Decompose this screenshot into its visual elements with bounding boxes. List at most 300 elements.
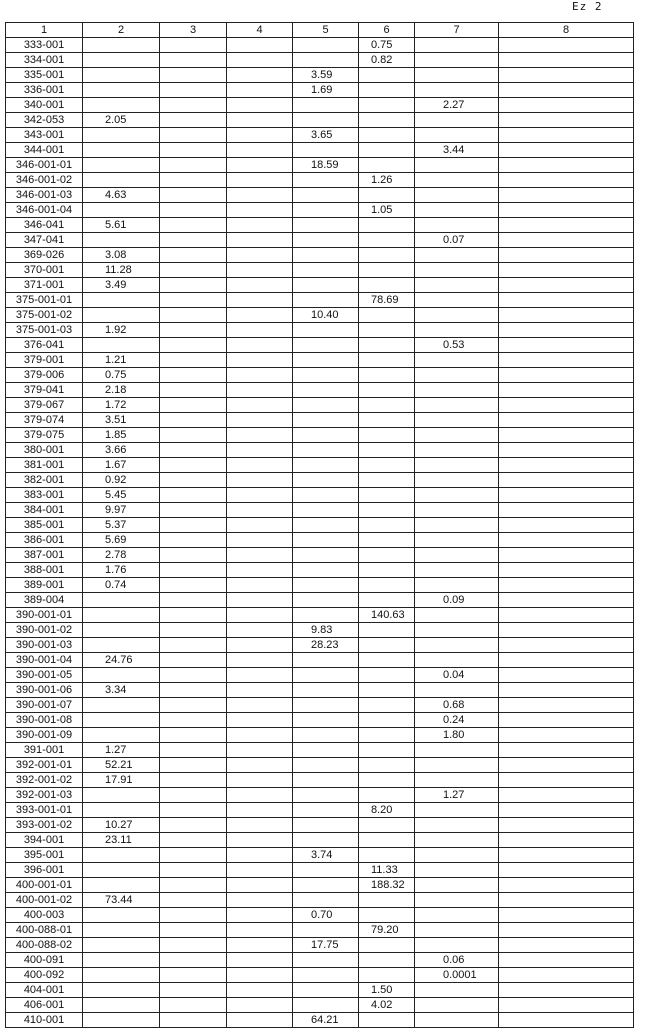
table-cell — [415, 683, 499, 698]
table-row — [6, 998, 634, 1013]
table-cell — [160, 428, 227, 443]
table-cell — [359, 893, 415, 908]
table-cell — [359, 1013, 415, 1028]
table-cell: 23.11 — [83, 833, 160, 848]
table-cell — [83, 908, 160, 923]
column-header-8: 8 — [499, 23, 634, 38]
table-cell — [160, 683, 227, 698]
table-cell: 73.44 — [83, 893, 160, 908]
table-cell — [227, 458, 293, 473]
table-cell: 79.20 — [359, 923, 415, 938]
table-row — [6, 233, 634, 248]
table-cell — [359, 818, 415, 833]
table-cell — [415, 863, 499, 878]
row-code-cell: 343-001 — [6, 128, 83, 143]
table-cell — [83, 698, 160, 713]
table-cell: 11.28 — [83, 263, 160, 278]
table-row — [6, 623, 634, 638]
table-cell — [160, 893, 227, 908]
table-cell — [160, 323, 227, 338]
table-cell — [359, 218, 415, 233]
table-cell — [160, 698, 227, 713]
table-cell — [415, 278, 499, 293]
table-cell — [83, 233, 160, 248]
table-cell — [415, 563, 499, 578]
table-cell — [160, 233, 227, 248]
table-cell — [415, 638, 499, 653]
table-cell: 4.63 — [83, 188, 160, 203]
table-cell — [227, 68, 293, 83]
table-cell — [160, 833, 227, 848]
table-cell — [227, 173, 293, 188]
table-row — [6, 968, 634, 983]
table-row — [6, 308, 634, 323]
table-cell — [499, 743, 634, 758]
table-cell — [359, 848, 415, 863]
table-cell — [499, 803, 634, 818]
table-cell — [359, 968, 415, 983]
row-code-cell: 379-067 — [6, 398, 83, 413]
table-cell — [160, 278, 227, 293]
table-cell: 2.78 — [83, 548, 160, 563]
table-cell — [227, 713, 293, 728]
row-code-cell: 410-001 — [6, 1013, 83, 1028]
table-cell — [499, 158, 634, 173]
table-cell — [227, 623, 293, 638]
row-code-cell: 390-001-09 — [6, 728, 83, 743]
table-cell — [160, 608, 227, 623]
table-cell — [293, 413, 359, 428]
table-row — [6, 758, 634, 773]
table-cell — [415, 833, 499, 848]
table-row — [6, 518, 634, 533]
table-cell — [293, 218, 359, 233]
table-cell: 3.65 — [293, 128, 359, 143]
table-cell — [499, 533, 634, 548]
table-cell — [415, 353, 499, 368]
table-cell — [160, 68, 227, 83]
table-row — [6, 863, 634, 878]
table-cell — [227, 263, 293, 278]
table-cell — [227, 398, 293, 413]
table-cell — [83, 938, 160, 953]
table-cell — [293, 878, 359, 893]
table-cell — [415, 428, 499, 443]
table-cell: 0.09 — [415, 593, 499, 608]
table-cell — [415, 68, 499, 83]
table-cell — [160, 773, 227, 788]
table-cell — [83, 1013, 160, 1028]
row-code-cell: 382-001 — [6, 473, 83, 488]
table-cell — [160, 983, 227, 998]
table-cell — [160, 638, 227, 653]
table-cell — [499, 578, 634, 593]
table-cell — [415, 293, 499, 308]
table-row — [6, 53, 634, 68]
table-cell: 0.68 — [415, 698, 499, 713]
table-cell: 0.06 — [415, 953, 499, 968]
table-cell — [359, 668, 415, 683]
table-cell — [293, 713, 359, 728]
table-cell — [293, 188, 359, 203]
table-cell — [415, 893, 499, 908]
row-code-cell: 333-001 — [6, 38, 83, 53]
table-cell — [499, 383, 634, 398]
row-code-cell: 369-026 — [6, 248, 83, 263]
row-code-cell: 390-001-04 — [6, 653, 83, 668]
row-code-cell: 335-001 — [6, 68, 83, 83]
table-cell — [227, 218, 293, 233]
table-cell — [83, 998, 160, 1013]
table-cell — [227, 803, 293, 818]
row-code-cell: 379-001 — [6, 353, 83, 368]
row-code-cell: 379-041 — [6, 383, 83, 398]
table-cell — [359, 473, 415, 488]
table-cell: 1.50 — [359, 983, 415, 998]
table-cell — [499, 338, 634, 353]
table-cell — [359, 278, 415, 293]
table-cell — [359, 788, 415, 803]
table-cell — [415, 188, 499, 203]
table-row — [6, 668, 634, 683]
table-cell — [499, 473, 634, 488]
table-cell — [293, 893, 359, 908]
table-cell — [227, 188, 293, 203]
table-cell — [160, 818, 227, 833]
table-cell — [499, 593, 634, 608]
table-cell — [227, 158, 293, 173]
table-cell — [499, 263, 634, 278]
table-cell — [227, 98, 293, 113]
row-code-cell: 404-001 — [6, 983, 83, 998]
table-cell — [83, 788, 160, 803]
table-cell — [293, 233, 359, 248]
table-cell — [415, 578, 499, 593]
table-cell — [499, 218, 634, 233]
table-cell — [293, 998, 359, 1013]
table-cell — [499, 233, 634, 248]
row-code-cell: 346-001-02 — [6, 173, 83, 188]
table-cell — [227, 368, 293, 383]
table-cell — [293, 503, 359, 518]
table-cell — [293, 743, 359, 758]
table-row — [6, 413, 634, 428]
table-cell — [160, 38, 227, 53]
table-row — [6, 773, 634, 788]
row-code-cell: 375-001-01 — [6, 293, 83, 308]
table-cell: 17.75 — [293, 938, 359, 953]
table-cell — [415, 323, 499, 338]
table-cell — [160, 263, 227, 278]
table-cell — [160, 968, 227, 983]
table-cell: 140.63 — [359, 608, 415, 623]
table-row — [6, 503, 634, 518]
table-cell — [359, 368, 415, 383]
table-cell — [499, 968, 634, 983]
table-cell: 5.37 — [83, 518, 160, 533]
table-cell: 188.32 — [359, 878, 415, 893]
table-cell: 10.27 — [83, 818, 160, 833]
table-cell — [415, 473, 499, 488]
table-cell — [359, 98, 415, 113]
table-cell: 4.02 — [359, 998, 415, 1013]
table-cell — [499, 53, 634, 68]
table-cell — [415, 998, 499, 1013]
table-cell: 0.04 — [415, 668, 499, 683]
table-cell — [83, 638, 160, 653]
row-code-cell: 400-092 — [6, 968, 83, 983]
table-cell — [293, 803, 359, 818]
table-row — [6, 578, 634, 593]
table-cell: 17.91 — [83, 773, 160, 788]
table-cell — [293, 443, 359, 458]
table-row — [6, 893, 634, 908]
table-cell — [227, 818, 293, 833]
table-cell — [160, 548, 227, 563]
table-cell: 10.40 — [293, 308, 359, 323]
table-cell — [293, 323, 359, 338]
table-cell — [293, 278, 359, 293]
table-cell: 1.27 — [83, 743, 160, 758]
table-cell — [359, 758, 415, 773]
table-cell — [415, 53, 499, 68]
table-cell — [415, 938, 499, 953]
table-cell — [499, 98, 634, 113]
table-cell — [415, 743, 499, 758]
table-cell — [499, 863, 634, 878]
table-cell — [293, 113, 359, 128]
table-cell — [415, 773, 499, 788]
table-cell — [227, 203, 293, 218]
table-cell — [160, 908, 227, 923]
table-cell — [160, 488, 227, 503]
table-cell — [499, 458, 634, 473]
table-row — [6, 263, 634, 278]
table-cell — [293, 683, 359, 698]
table-cell — [359, 953, 415, 968]
table-cell — [227, 383, 293, 398]
table-cell — [227, 278, 293, 293]
table-cell — [415, 983, 499, 998]
table-cell — [227, 863, 293, 878]
row-code-cell: 384-001 — [6, 503, 83, 518]
table-cell — [227, 683, 293, 698]
table-cell: 3.08 — [83, 248, 160, 263]
table-cell — [293, 338, 359, 353]
table-cell — [499, 278, 634, 293]
table-cell — [227, 1013, 293, 1028]
table-cell — [359, 743, 415, 758]
table-cell — [499, 938, 634, 953]
table-row — [6, 653, 634, 668]
table-cell: 24.76 — [83, 653, 160, 668]
row-code-cell: 392-001-02 — [6, 773, 83, 788]
row-code-cell: 381-001 — [6, 458, 83, 473]
table-row — [6, 608, 634, 623]
row-code-cell: 379-075 — [6, 428, 83, 443]
row-code-cell: 375-001-02 — [6, 308, 83, 323]
table-cell: 0.75 — [359, 38, 415, 53]
table-cell — [415, 203, 499, 218]
table-row — [6, 533, 634, 548]
table-row — [6, 128, 634, 143]
table-cell — [359, 833, 415, 848]
table-cell — [359, 548, 415, 563]
table-cell — [83, 128, 160, 143]
table-row — [6, 488, 634, 503]
table-cell — [227, 893, 293, 908]
table-cell — [160, 113, 227, 128]
table-cell: 1.72 — [83, 398, 160, 413]
table-cell — [227, 473, 293, 488]
table-cell — [227, 908, 293, 923]
table-cell — [83, 158, 160, 173]
table-cell — [499, 683, 634, 698]
table-cell — [499, 173, 634, 188]
table-cell: 0.07 — [415, 233, 499, 248]
table-cell: 78.69 — [359, 293, 415, 308]
table-cell — [293, 773, 359, 788]
row-code-cell: 390-001-06 — [6, 683, 83, 698]
table-cell — [359, 683, 415, 698]
table-cell — [83, 878, 160, 893]
table-cell — [499, 188, 634, 203]
table-cell: 1.85 — [83, 428, 160, 443]
table-cell — [160, 803, 227, 818]
table-cell: 2.05 — [83, 113, 160, 128]
table-cell: 1.76 — [83, 563, 160, 578]
table-cell — [83, 923, 160, 938]
table-cell — [293, 533, 359, 548]
table-cell — [160, 83, 227, 98]
table-cell — [227, 308, 293, 323]
row-code-cell: 400-001-02 — [6, 893, 83, 908]
table-cell — [160, 953, 227, 968]
table-cell — [293, 833, 359, 848]
table-row — [6, 83, 634, 98]
row-code-cell: 386-001 — [6, 533, 83, 548]
table-cell — [83, 83, 160, 98]
table-cell — [227, 53, 293, 68]
table-cell — [499, 653, 634, 668]
table-row — [6, 683, 634, 698]
table-row — [6, 938, 634, 953]
table-cell — [160, 308, 227, 323]
table-cell — [227, 938, 293, 953]
table-cell — [415, 443, 499, 458]
table-cell — [293, 923, 359, 938]
table-cell — [499, 848, 634, 863]
table-cell — [227, 998, 293, 1013]
table-cell — [227, 728, 293, 743]
table-cell — [160, 98, 227, 113]
row-code-cell: 379-074 — [6, 413, 83, 428]
table-cell — [227, 788, 293, 803]
table-cell — [415, 608, 499, 623]
table-cell — [293, 263, 359, 278]
table-cell — [227, 578, 293, 593]
table-cell — [415, 248, 499, 263]
table-cell — [499, 398, 634, 413]
table-row — [6, 923, 634, 938]
table-cell — [83, 608, 160, 623]
row-code-cell: 375-001-03 — [6, 323, 83, 338]
table-row — [6, 353, 634, 368]
table-cell — [415, 158, 499, 173]
table-cell — [83, 293, 160, 308]
row-code-cell: 385-001 — [6, 518, 83, 533]
row-code-cell: 388-001 — [6, 563, 83, 578]
table-row — [6, 743, 634, 758]
table-row — [6, 803, 634, 818]
table-cell — [415, 878, 499, 893]
table-cell: 3.59 — [293, 68, 359, 83]
table-cell — [160, 158, 227, 173]
table-cell — [359, 518, 415, 533]
table-cell — [415, 758, 499, 773]
table-cell — [227, 248, 293, 263]
table-cell — [415, 308, 499, 323]
row-code-cell: 346-001-01 — [6, 158, 83, 173]
table-cell — [499, 548, 634, 563]
table-row — [6, 1013, 634, 1028]
table-cell — [83, 728, 160, 743]
table-cell — [293, 818, 359, 833]
table-cell — [83, 968, 160, 983]
table-row — [6, 428, 634, 443]
table-cell — [160, 368, 227, 383]
table-cell — [293, 578, 359, 593]
table-cell — [160, 53, 227, 68]
row-code-cell: 334-001 — [6, 53, 83, 68]
table-cell — [293, 563, 359, 578]
table-row — [6, 818, 634, 833]
table-cell — [83, 593, 160, 608]
row-code-cell: 400-001-01 — [6, 878, 83, 893]
table-cell — [359, 578, 415, 593]
table-cell: 3.44 — [415, 143, 499, 158]
row-code-cell: 346-041 — [6, 218, 83, 233]
table-cell — [160, 353, 227, 368]
table-cell — [160, 503, 227, 518]
table-cell — [227, 428, 293, 443]
table-cell — [293, 383, 359, 398]
table-cell — [499, 203, 634, 218]
column-header-3: 3 — [160, 23, 227, 38]
table-cell — [415, 383, 499, 398]
table-row — [6, 398, 634, 413]
table-cell — [83, 338, 160, 353]
table-cell — [359, 113, 415, 128]
table-cell — [499, 998, 634, 1013]
table-row — [6, 908, 634, 923]
table-cell — [293, 653, 359, 668]
table-cell — [227, 323, 293, 338]
table-cell: 1.67 — [83, 458, 160, 473]
table-row — [6, 248, 634, 263]
page-corner-mark: Ez 2 — [572, 0, 603, 13]
table-cell: 1.26 — [359, 173, 415, 188]
table-cell — [359, 188, 415, 203]
table-cell — [415, 653, 499, 668]
table-row — [6, 638, 634, 653]
table-cell — [359, 728, 415, 743]
table-row — [6, 698, 634, 713]
table-cell: 9.83 — [293, 623, 359, 638]
row-code-cell: 390-001-07 — [6, 698, 83, 713]
table-cell — [227, 638, 293, 653]
table-row — [6, 158, 634, 173]
